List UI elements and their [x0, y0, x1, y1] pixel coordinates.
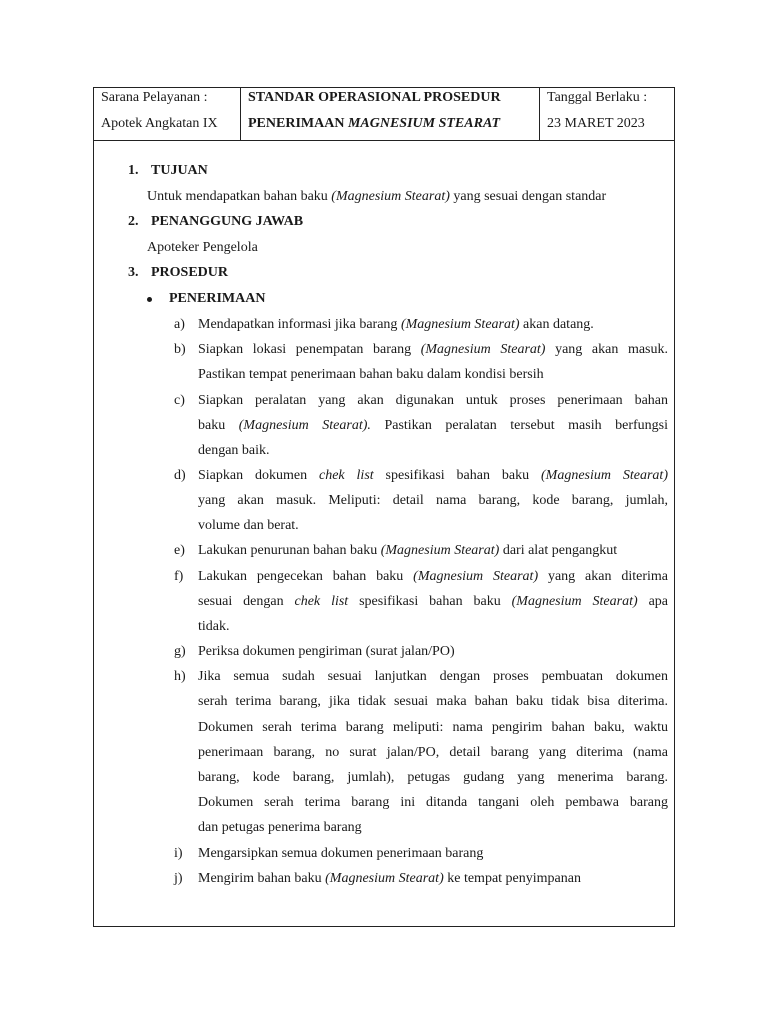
step-d-line: yang akan masuk. Meliputi: detail nama barang, kode barang, jumlah,: [198, 493, 668, 508]
step-i-line: Mengarsipkan semua dokumen penerimaan barang: [198, 846, 484, 861]
step-label: c): [174, 393, 185, 408]
section-text-tujuan: Untuk mendapatkan bahan baku (Magnesium Stearat) yang sesuai dengan standar: [147, 189, 607, 204]
section-title-prosedur: PROSEDUR: [151, 265, 229, 280]
sop-document: [93, 87, 675, 927]
service-value: Apotek Angkatan IX: [101, 116, 218, 131]
step-h-line: Dokumen serah terima barang meliputi: nama pengirim bahan baku, waktu: [198, 720, 668, 735]
step-label: g): [174, 644, 186, 659]
step-c-line: Siapkan peralatan yang akan digunakan untuk proses penerimaan bahan: [198, 393, 668, 408]
step-label: d): [174, 468, 186, 483]
step-label: f): [174, 569, 184, 584]
step-f-line: tidak.: [198, 619, 230, 634]
step-c-line: baku (Magnesium Stearat). Pastikan peralatan tersebut masih berfungsi: [198, 418, 669, 433]
step-label: j): [174, 871, 183, 886]
step-h-line: Dokumen serah terima barang ini ditanda tangani oleh pembawa barang: [198, 795, 668, 810]
step-a-line: Mendapatkan informasi jika barang (Magnesium Stearat) akan datang.: [198, 317, 594, 332]
step-h-line: serah terima barang, jika tidak sesuai maka bahan baku tidak bisa diterima.: [198, 694, 668, 709]
bullet-icon: [147, 297, 152, 302]
step-h-line: barang, kode barang, jumlah), petugas gudang yang menerima barang.: [198, 770, 668, 785]
step-b-line: Pastikan tempat penerimaan bahan baku dalam kondisi bersih: [198, 367, 544, 382]
step-label: i): [174, 846, 183, 861]
step-f-line: sesuai dengan chek list spesifikasi bahan baku (Magnesium Stearat) apa: [198, 594, 668, 609]
date-value: 23 MARET 2023: [547, 116, 645, 131]
date-label: Tanggal Berlaku :: [547, 90, 648, 105]
step-d-line: volume dan berat.: [198, 518, 299, 533]
header-table: [94, 88, 674, 141]
header-cell-title: [241, 88, 540, 140]
step-j-line: Mengirim bahan baku (Magnesium Stearat) ke tempat penyimpanan: [198, 871, 581, 886]
step-label: b): [174, 342, 186, 357]
document-subtitle: PENERIMAAN MAGNESIUM STEARAT: [248, 116, 501, 131]
section-number: 2.: [128, 214, 139, 229]
step-b-line: Siapkan lokasi penempatan barang (Magnesium Stearat) yang akan masuk.: [198, 342, 668, 357]
subsection-title-penerimaan: PENERIMAAN: [169, 291, 266, 306]
step-label: a): [174, 317, 185, 332]
step-h-line: Jika semua sudah sesuai lanjutkan dengan proses pembuatan dokumen: [198, 669, 668, 684]
header-cell-date: [540, 88, 674, 140]
section-title-penanggung-jawab: PENANGGUNG JAWAB: [151, 214, 304, 229]
section-number: 1.: [128, 163, 139, 178]
section-title-tujuan: TUJUAN: [151, 163, 208, 178]
step-label: h): [174, 669, 186, 684]
step-h-line: dan petugas penerima barang: [198, 820, 362, 835]
service-label: Sarana Pelayanan :: [101, 90, 208, 105]
header-cell-service: [94, 88, 241, 140]
step-e-line: Lakukan penurunan bahan baku (Magnesium Stearat) dari alat pengangkut: [198, 543, 618, 558]
step-d-line: Siapkan dokumen chek list spesifikasi bahan baku (Magnesium Stearat): [198, 468, 668, 483]
step-f-line: Lakukan pengecekan bahan baku (Magnesium Stearat) yang akan diterima: [198, 569, 668, 584]
step-c-line: dengan baik.: [198, 443, 270, 458]
section-text-penanggung-jawab: Apoteker Pengelola: [147, 240, 258, 255]
step-label: e): [174, 543, 185, 558]
step-g-line: Periksa dokumen pengiriman (surat jalan/PO): [198, 644, 455, 659]
step-h-line: penerimaan barang, no surat jalan/PO, detail barang yang diterima (nama: [198, 745, 668, 760]
section-number: 3.: [128, 265, 139, 280]
document-title: STANDAR OPERASIONAL PROSEDUR: [248, 90, 501, 105]
